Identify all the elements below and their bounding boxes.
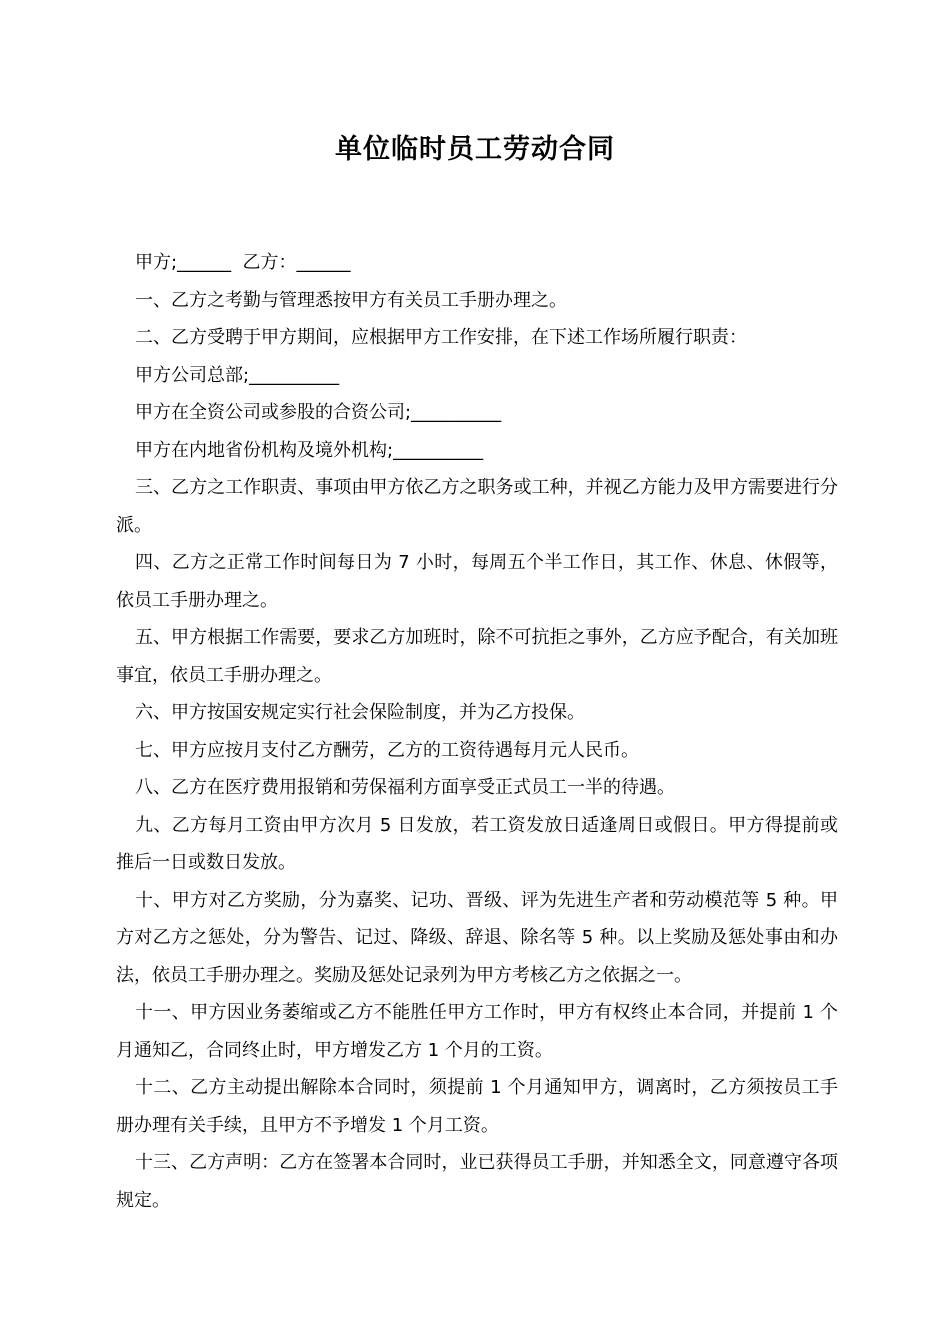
- clause-10: 十、甲方对乙方奖励，分为嘉奖、记功、晋级、评为先进生产者和劳动模范等 5 种。甲方对乙方之惩处，分为警告、记过、降级、辞退、除名等 5 种。以上奖励及惩处事由和办法，依员工手册办理之。奖励及惩处记录列为甲方考核乙方之依据之一。: [116, 889, 838, 986]
- workplace-subsidiaries: 甲方在全资公司或参股的合资公司;__________: [135, 402, 502, 423]
- clause-8: 八、乙方在医疗费用报销和劳保福利方面享受正式员工一半的待遇。: [135, 777, 675, 798]
- clause-1: 一、乙方之考勤与管理悉按甲方有关员工手册办理之。: [135, 289, 567, 311]
- clause-5: 五、甲方根据工作需要，要求乙方加班时，除不可抗拒之事外，乙方应予配合，有关加班事宜，依员工手册办理之。: [116, 627, 838, 686]
- clause-12: 十二、乙方主动提出解除本合同时，须提前 1 个月通知甲方，调离时，乙方须按员工手册办理有关手续，且甲方不予增发 1 个月工资。: [116, 1077, 838, 1136]
- document-body: [116, 244, 838, 1219]
- workplace-regional-overseas: 甲方在内地省份机构及境外机构;__________: [135, 439, 484, 461]
- workplace-headquarters: 甲方公司总部;__________: [135, 364, 340, 386]
- document-title: 单位临时员工劳动合同: [335, 134, 615, 165]
- clause-13: 十三、乙方声明：乙方在签署本合同时，业已获得员工手册，并知悉全文，同意遵守各项规定。: [116, 1152, 838, 1211]
- clause-3: 三、乙方之工作职责、事项由甲方依乙方之职务或工种，并视乙方能力及甲方需要进行分派。: [116, 477, 838, 536]
- clause-2: 二、乙方受聘于甲方期间，应根据甲方工作安排，在下述工作场所履行职责：: [135, 327, 747, 348]
- clause-6: 六、甲方按国安规定实行社会保险制度，并为乙方投保。: [135, 702, 585, 723]
- clause-11: 十一、甲方因业务萎缩或乙方不能胜任甲方工作时，甲方有权终止本合同，并提前 1 个月通知乙，合同终止时，甲方增发乙方 1 个月的工资。: [116, 1002, 838, 1061]
- clause-4: 四、乙方之正常工作时间每日为 7 小时，每周五个半工作日，其工作、休息、休假等，依员工手册办理之。: [116, 552, 838, 611]
- clause-7: 七、甲方应按月支付乙方酬劳，乙方的工资待遇每月元人民币。: [135, 739, 639, 761]
- clause-9: 九、乙方每月工资由甲方次月 5 日发放，若工资发放日适逢周日或假日。甲方得提前或推后一日或数日发放。: [116, 814, 838, 873]
- party-line: 甲方;______ 乙方：______: [135, 252, 351, 273]
